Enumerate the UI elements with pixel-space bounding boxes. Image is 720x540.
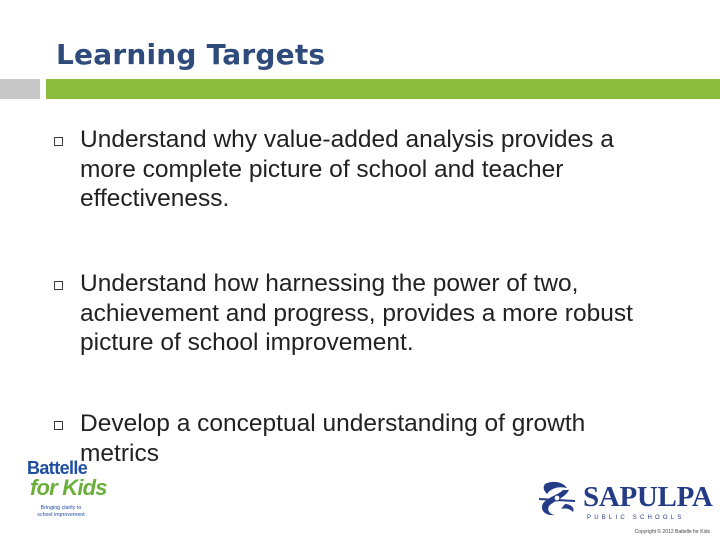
logo-public-schools: PUBLIC SCHOOLS: [587, 515, 685, 521]
logo-sapulpa-word: SAPULPA: [583, 481, 713, 513]
logo-for-kids-word: for Kids: [30, 475, 107, 500]
slide-title: Learning Targets: [56, 38, 326, 71]
sapulpa-emblem-icon: [535, 478, 579, 518]
square-bullet-icon: [54, 281, 63, 290]
square-bullet-icon: [54, 421, 63, 430]
logo-battelle-word: Battelle: [27, 458, 88, 478]
bullet-text: Develop a conceptual understanding of growth metrics: [80, 410, 586, 467]
logo-tagline: Bringing clarity to school improvement: [37, 505, 85, 518]
sapulpa-public-schools-logo: [535, 476, 713, 524]
title-rule-accent: [46, 79, 720, 99]
bullet-text: Understand how harnessing the power of two, achievement and progress, provides a more robust picture of school improvement.: [80, 270, 633, 356]
square-bullet-icon: [54, 137, 63, 146]
copyright-notice: Copyright © 2012 Battelle for Kids: [634, 529, 710, 535]
bullet-text: Understand why value-added analysis provides a more complete picture of school and teacher effectiveness.: [80, 126, 614, 212]
battelle-for-kids-logo: [27, 458, 107, 524]
title-rule-left: [0, 79, 40, 99]
